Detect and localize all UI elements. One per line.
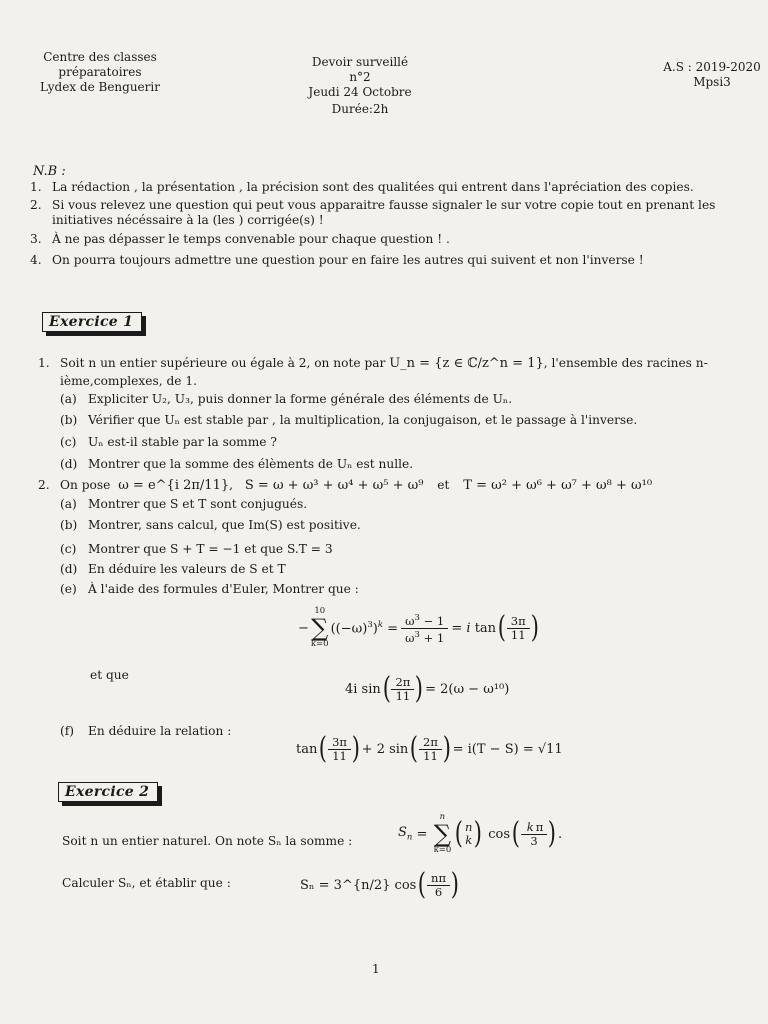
question-part: (b) Vérifier que Uₙ est stable par , la multiplication, la conjugaison, et le passage à l'inverse. [60, 413, 638, 427]
page-number: 1 [372, 962, 380, 976]
equation-sin: 4i sin ( $\frac{2\pi}{11}$ ) = 2(ω − ω¹⁰) [345, 671, 510, 706]
s-definition: S = ω + ω³ + ω⁴ + ω⁵ + ω⁹ [244, 478, 424, 493]
nb-list [30, 180, 715, 268]
nb-title: N.B : [33, 164, 66, 179]
ex2-result-formula: Sₙ = 3^{n/2} cos ( $\frac{n\pi}{6}$ ) [300, 867, 459, 902]
equation-relation: tan ( $\frac{3\pi}{11}$ ) + 2 sin ( $\frac{2\pi}{11}$ ) = i(T − S) = √11 [296, 731, 563, 766]
equation-sum-tan: − 10 ∑ k=0 $((-\omega)^3)^k$ = $\frac{\omega^3 - 1}{\omega^3 + 1}$ = i tan ( $\frac{3\pi}{11}$ ) [298, 606, 539, 649]
question-part: (d) Montrer que la somme des élèments de Uₙ est nulle. [60, 457, 414, 471]
ex1-q2-parts [60, 497, 361, 597]
nb-item: 2. Si vous relevez une question qui peut vous apparaitre fausse signaler le sur votre copie tout en prenant les [30, 198, 716, 212]
exam-date: Jeudi 24 Octobre [308, 85, 412, 99]
question-part: (d) En déduire les valeurs de S et T [60, 562, 286, 576]
ex2-sum-formula: $S_n$ = n ∑ k=0 ( n k ) cos ( $\frac{\text{k π}}{3}$ ) . [398, 812, 563, 855]
nb-item: 1. La rédaction , la présentation , la précision sont des qualitées qui entrent dans l'apréciation des copies. [30, 180, 694, 194]
school-header [10, 50, 190, 95]
question-part: (c) Montrer que S + T = −1 et que S.T = 3 [60, 542, 333, 556]
ex1-q1-parts [60, 392, 637, 472]
ex1-question-1: 1. Soit n un entier supérieure ou égale à 2, on note par U_n = {z ∈ ℂ/z^n = 1}, l'ensemble des racines n- [38, 356, 708, 371]
question-part: (e) À l'aide des formules d'Euler, Montrer que : [60, 582, 359, 596]
question-part: (b) Montrer, sans calcul, que Im(S) est positive. [60, 518, 361, 532]
exercise-1-title: Exercice 1 [42, 312, 142, 332]
exercise-2-title: Exercice 2 [58, 782, 158, 802]
et-que-text: et que [90, 668, 129, 682]
question-part: (a) Montrer que S et T sont conjugués. [60, 497, 308, 511]
question-part: (c) Uₙ est-il stable par la somme ? [60, 435, 277, 449]
ex1-question-1-cont: ième,complexes, de 1. [60, 374, 197, 388]
ex2-sum-intro: Soit n un entier naturel. On note Sₙ la somme : [62, 834, 353, 848]
ex2-task: Calculer Sₙ, et établir que : [62, 876, 231, 890]
nb-item: initiatives nécéssaire à la (les ) corrigée(s) ! [52, 213, 324, 227]
nb-item: 4. On pourra toujours admettre une question pour en faire les autres qui suivent et non l'inverse ! [30, 253, 644, 267]
set-definition: U_n = {z ∈ ℂ/z^n = 1} [389, 356, 544, 371]
exam-header [300, 55, 420, 117]
school-name: Centre des classes préparatoires [43, 50, 157, 79]
omega-definition: ω = e^{i 2π/11} [118, 478, 230, 493]
exam-duration: Durée:2h [331, 102, 389, 116]
academic-year: A.S : 2019-2020 [663, 60, 761, 74]
question-part: (a) Expliciter U₂, U₃, puis donner la forme générale des éléments de Uₙ. [60, 392, 513, 406]
ex1-question-2: 2. On pose ω = e^{i 2π/11}, S = ω + ω³ + ω⁴ + ω⁵ + ω⁹ et T = ω² + ω⁶ + ω⁷ + ω⁸ + ω¹⁰ [38, 478, 653, 493]
exam-title: Devoir surveillé n°2 [311, 55, 409, 84]
class-name: Mpsi3 [693, 75, 731, 89]
year-header [660, 60, 764, 90]
school-location: Lydex de Benguerir [40, 80, 160, 94]
t-definition: T = ω² + ω⁶ + ω⁷ + ω⁸ + ω¹⁰ [463, 478, 653, 493]
nb-item: 3. À ne pas dépasser le temps convenable pour chaque question ! . [30, 232, 450, 246]
question-part-f: (f) En déduire la relation : [60, 724, 232, 738]
